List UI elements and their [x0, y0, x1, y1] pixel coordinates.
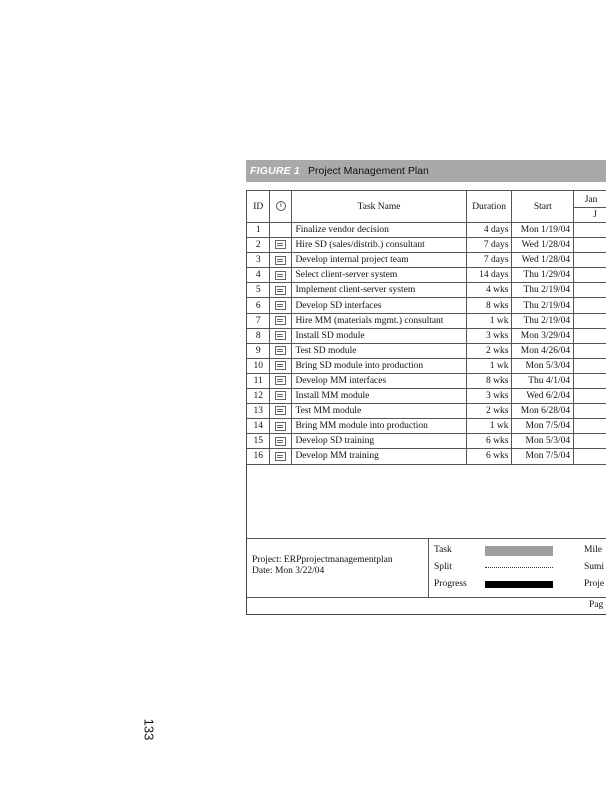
note-icon: [275, 376, 286, 385]
row-start: Mon 5/3/04: [512, 358, 574, 373]
row-duration: 2 wks: [466, 343, 512, 358]
row-calendar: [574, 298, 606, 313]
project-line: Project: ERPprojectmanagementplan: [252, 555, 393, 565]
row-calendar: [574, 253, 606, 268]
row-start: Wed 1/28/04: [512, 238, 574, 253]
note-icon: [275, 316, 286, 325]
row-id: 2: [247, 238, 270, 253]
row-start: Thu 2/19/04: [512, 313, 574, 328]
row-indicator: [270, 253, 292, 268]
row-task-name: Install SD module: [292, 328, 466, 343]
table-row: [247, 253, 606, 268]
row-start: Mon 7/5/04: [512, 419, 574, 434]
table-row: [247, 313, 606, 328]
row-duration: 1 wk: [466, 358, 512, 373]
note-icon: [275, 437, 286, 446]
legend-task-label: Task: [434, 545, 452, 555]
row-task-name: Select client-server system: [292, 268, 466, 283]
row-calendar: [574, 404, 606, 419]
legend-summary-label: Sumi: [584, 562, 605, 572]
row-indicator: [270, 434, 292, 449]
table-row: [247, 373, 606, 388]
note-icon: [275, 422, 286, 431]
row-calendar: [574, 283, 606, 298]
row-duration: 6 wks: [466, 449, 512, 464]
row-task-name: Bring SD module into production: [292, 358, 466, 373]
page-label: Pag: [589, 600, 604, 610]
legend-progress-swatch: [485, 581, 553, 588]
row-task-name: Implement client-server system: [292, 283, 466, 298]
table-row: [247, 404, 606, 419]
row-task-name: Develop SD training: [292, 434, 466, 449]
row-calendar: [574, 223, 606, 238]
row-start: Thu 2/19/04: [512, 283, 574, 298]
project-info: [252, 555, 393, 577]
row-indicator: [270, 358, 292, 373]
row-task-name: Hire SD (sales/distrib.) consultant: [292, 238, 466, 253]
page-number: 133: [141, 718, 157, 741]
row-duration: 4 days: [466, 223, 512, 238]
table-row: [247, 358, 606, 373]
task-table: [246, 190, 606, 465]
row-duration: 6 wks: [466, 434, 512, 449]
table-row: [247, 449, 606, 464]
row-indicator: [270, 238, 292, 253]
row-duration: 3 wks: [466, 389, 512, 404]
row-duration: 2 wks: [466, 404, 512, 419]
row-indicator: [270, 419, 292, 434]
calendar-header: [574, 191, 606, 223]
row-task-name: Test SD module: [292, 343, 466, 358]
row-indicator: [270, 389, 292, 404]
row-calendar: [574, 419, 606, 434]
row-calendar: [574, 238, 606, 253]
row-start: Thu 4/1/04: [512, 373, 574, 388]
table-row: [247, 298, 606, 313]
note-icon: [275, 271, 286, 280]
task-rows: [247, 223, 606, 465]
row-start: Mon 4/26/04: [512, 343, 574, 358]
row-indicator: [270, 283, 292, 298]
row-id: 10: [247, 358, 270, 373]
legend-project-label: Proje: [584, 579, 605, 589]
row-calendar: [574, 449, 606, 464]
calendar-month: Jan: [574, 191, 606, 208]
table-row: [247, 223, 606, 238]
note-icon: [275, 256, 286, 265]
row-task-name: Test MM module: [292, 404, 466, 419]
row-id: 16: [247, 449, 270, 464]
row-calendar: [574, 434, 606, 449]
table-row: [247, 328, 606, 343]
indicator-header: [270, 191, 292, 223]
date-line: Date: Mon 3/22/04: [252, 566, 325, 576]
note-icon: [275, 452, 286, 461]
note-icon: [275, 346, 286, 355]
legend-progress-label: Progress: [434, 579, 467, 589]
row-start: Thu 2/19/04: [512, 298, 574, 313]
row-indicator: [270, 268, 292, 283]
table-header-row: [247, 191, 606, 223]
table-row: [247, 238, 606, 253]
row-task-name: Finalize vendor decision: [292, 223, 466, 238]
note-icon: [275, 240, 286, 249]
legend-split-label: Split: [434, 562, 452, 572]
row-indicator: [270, 404, 292, 419]
row-calendar: [574, 328, 606, 343]
table-row: [247, 283, 606, 298]
row-calendar: [574, 343, 606, 358]
row-calendar: [574, 268, 606, 283]
row-id: 15: [247, 434, 270, 449]
calendar-sub: J: [593, 210, 597, 220]
row-id: 6: [247, 298, 270, 313]
row-duration: 7 days: [466, 253, 512, 268]
info-icon: i: [276, 201, 286, 211]
row-start: Thu 1/29/04: [512, 268, 574, 283]
row-id: 13: [247, 404, 270, 419]
note-icon: [275, 286, 286, 295]
row-start: Mon 5/3/04: [512, 434, 574, 449]
row-calendar: [574, 358, 606, 373]
row-start: Wed 1/28/04: [512, 253, 574, 268]
row-id: 1: [247, 223, 270, 238]
row-duration: 1 wk: [466, 313, 512, 328]
row-id: 12: [247, 389, 270, 404]
row-start: Mon 7/5/04: [512, 449, 574, 464]
row-id: 8: [247, 328, 270, 343]
legend-milestone-label: Mile: [584, 545, 602, 555]
row-id: 5: [247, 283, 270, 298]
table-row: [247, 389, 606, 404]
row-indicator: [270, 313, 292, 328]
legend-divider: [428, 539, 429, 597]
chart-footer: [246, 538, 606, 598]
table-row: [247, 268, 606, 283]
figure-header: [246, 160, 606, 182]
row-task-name: Install MM module: [292, 389, 466, 404]
note-icon: [275, 301, 286, 310]
row-duration: 3 wks: [466, 328, 512, 343]
legend-task-swatch: [485, 546, 553, 556]
table-row: [247, 419, 606, 434]
table-row: [247, 434, 606, 449]
row-start: Mon 6/28/04: [512, 404, 574, 419]
table-row: [247, 343, 606, 358]
row-duration: 7 days: [466, 238, 512, 253]
row-calendar: [574, 389, 606, 404]
row-id: 11: [247, 373, 270, 388]
figure-title: Project Management Plan: [308, 165, 429, 177]
row-indicator: [270, 343, 292, 358]
row-duration: 14 days: [466, 268, 512, 283]
row-id: 4: [247, 268, 270, 283]
row-indicator: [270, 449, 292, 464]
row-task-name: Develop internal project team: [292, 253, 466, 268]
figure-number: FIGURE 1: [250, 165, 301, 177]
row-calendar: [574, 373, 606, 388]
row-duration: 1 wk: [466, 419, 512, 434]
row-calendar: [574, 313, 606, 328]
start-header: Start: [512, 191, 574, 223]
row-duration: 8 wks: [466, 298, 512, 313]
row-indicator: [270, 223, 292, 238]
row-id: 14: [247, 419, 270, 434]
row-task-name: Develop MM interfaces: [292, 373, 466, 388]
row-duration: 4 wks: [466, 283, 512, 298]
note-icon: [275, 391, 286, 400]
note-icon: [275, 406, 286, 415]
row-id: 7: [247, 313, 270, 328]
row-task-name: Hire MM (materials mgmt.) consultant: [292, 313, 466, 328]
page-row: [246, 596, 606, 615]
duration-header: Duration: [466, 191, 512, 223]
row-start: Wed 6/2/04: [512, 389, 574, 404]
row-indicator: [270, 298, 292, 313]
row-task-name: Develop SD interfaces: [292, 298, 466, 313]
row-start: Mon 3/29/04: [512, 328, 574, 343]
row-indicator: [270, 328, 292, 343]
row-task-name: Bring MM module into production: [292, 419, 466, 434]
note-icon: [275, 361, 286, 370]
row-task-name: Develop MM training: [292, 449, 466, 464]
note-icon: [275, 331, 286, 340]
task-name-header: Task Name: [292, 191, 466, 223]
row-id: 9: [247, 343, 270, 358]
row-id: 3: [247, 253, 270, 268]
id-header: ID: [247, 191, 270, 223]
row-indicator: [270, 373, 292, 388]
row-start: Mon 1/19/04: [512, 223, 574, 238]
legend-split-swatch: [485, 567, 553, 568]
row-duration: 8 wks: [466, 373, 512, 388]
